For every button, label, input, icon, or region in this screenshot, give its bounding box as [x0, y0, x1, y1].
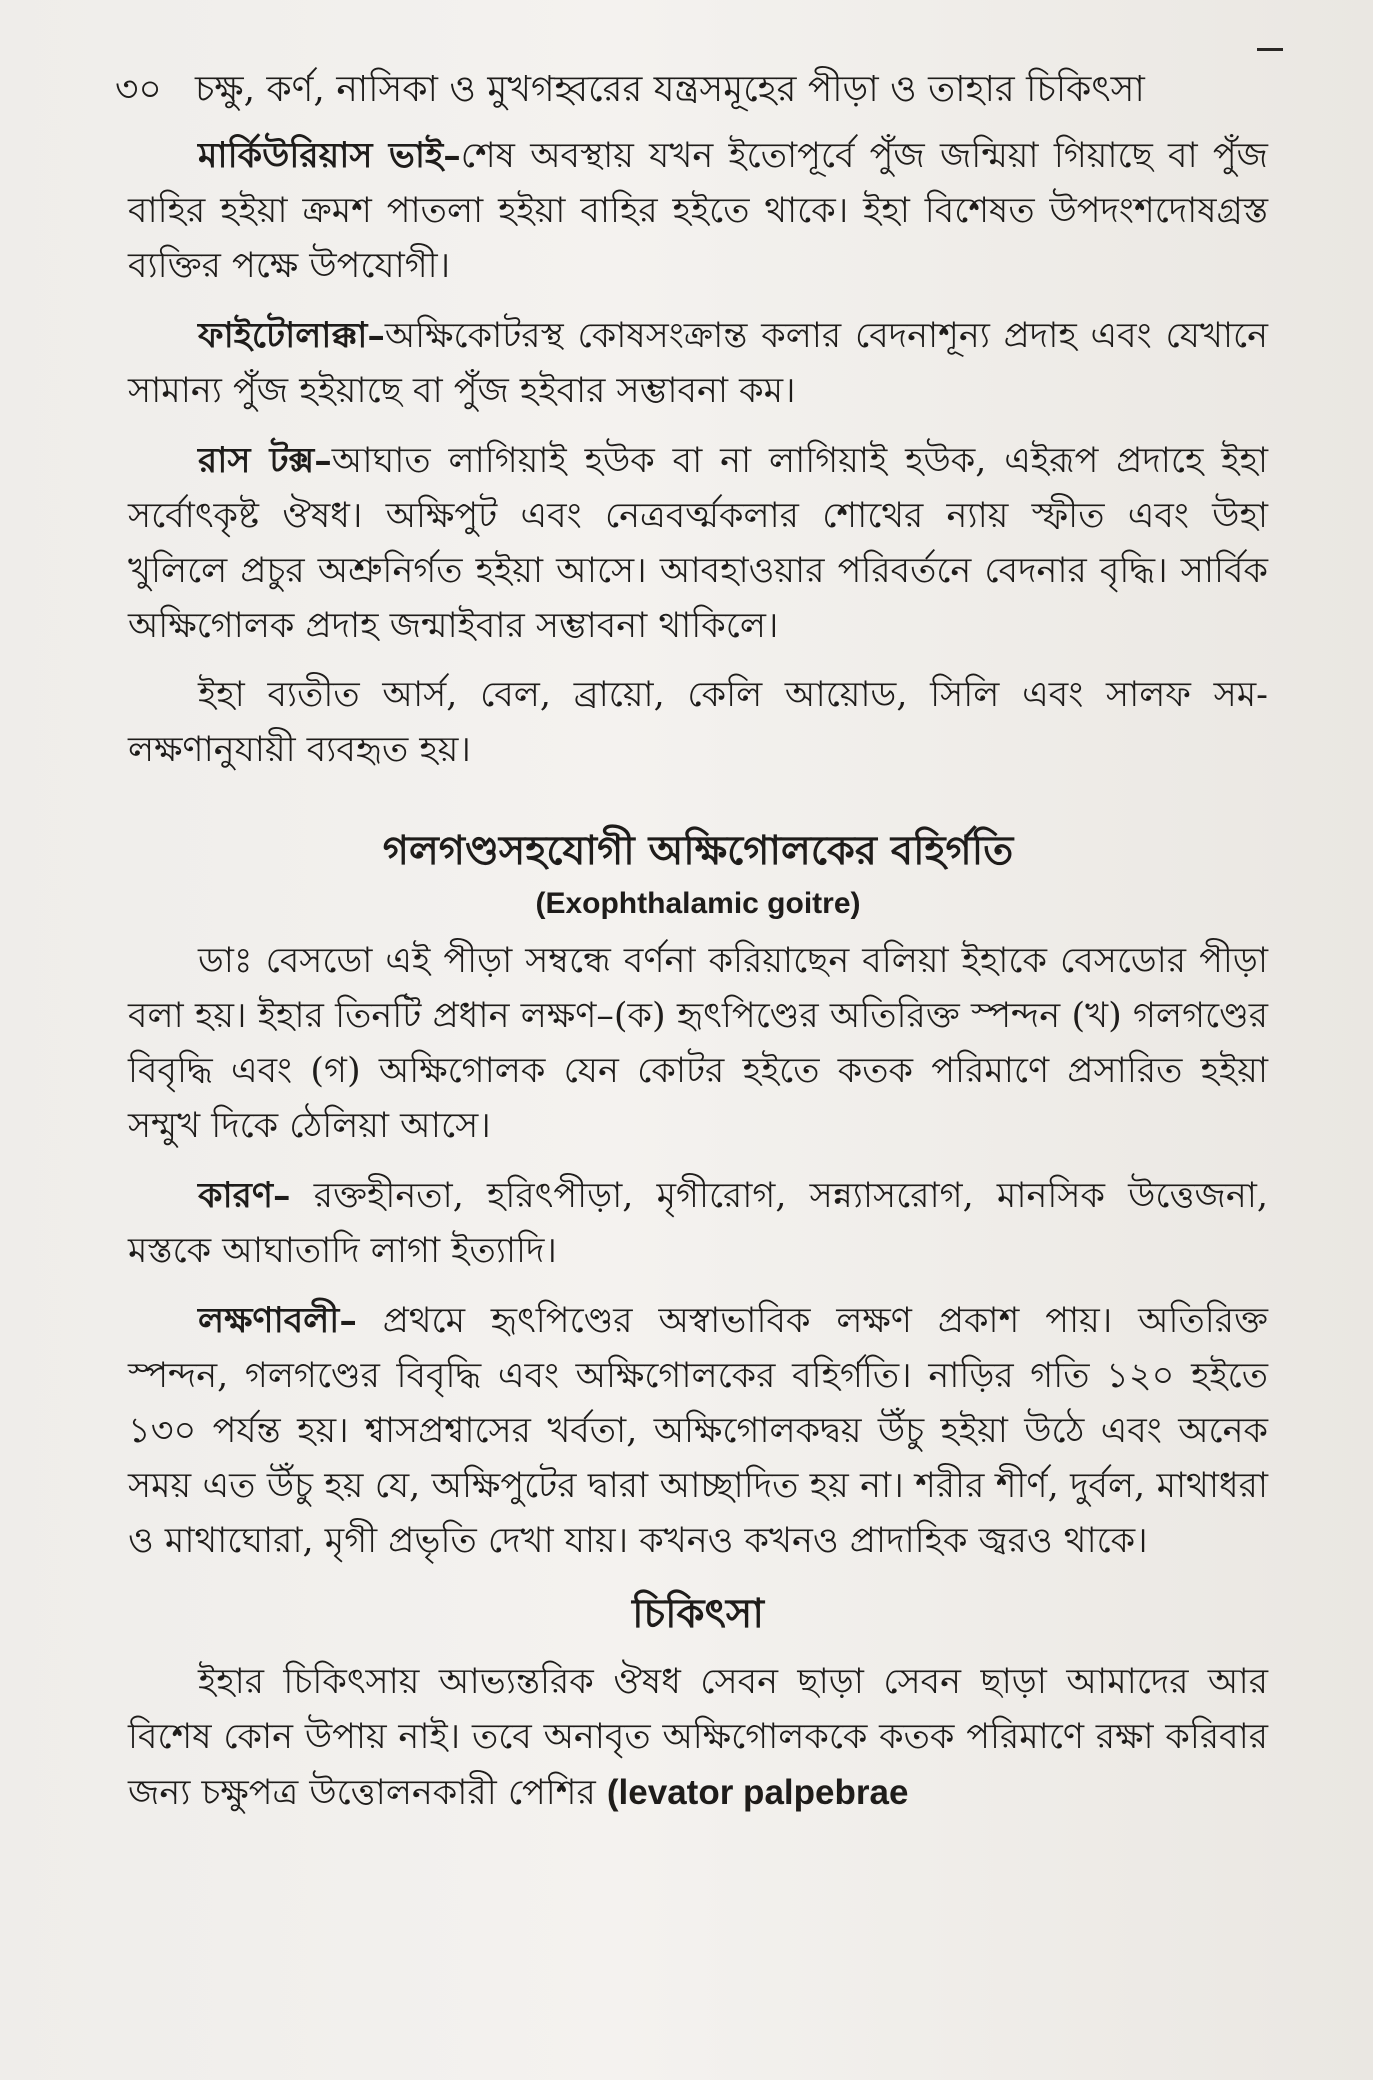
section-intro: ডাঃ বেসডো এই পীড়া সম্বন্ধে বর্ণনা করিয়াছেন বলিয়া ইহাকে বেসডোর পীড়া বলা হয়। ইহার তিনটি প্রধান লক্ষণ–(ক) হৃৎপিণ্ডের অতিরিক্ত স্পন্দন (খ) গলগণ্ডের বিবৃদ্ধি এবং (গ) অক্ষিগোলক যেন কোটর হইতে কতক পরিমাণে প্রসারিত হইয়া সম্মুখ দিকে ঠেলিয়া আসে। [128, 941, 1268, 1146]
remedy-paragraph [128, 433, 1268, 654]
cause-label: কারণ– [198, 1175, 291, 1216]
corner-mark [1257, 48, 1283, 51]
remedy-name: ফাইটোলাক্কা– [198, 315, 385, 356]
remedy-paragraph [128, 308, 1268, 419]
remedy-text: অক্ষিকোটরস্থ কোষসংক্রান্ত কলার বেদনাশূন্য প্রদাহ এবং যেখানে সামান্য পুঁজ হইয়াছে বা পুঁজ হইবার সম্ভাবনা কম। [128, 316, 1268, 411]
remedy-name: মার্কিউরিয়াস ভাই– [198, 135, 461, 176]
latin-term: (levator palpebrae [606, 1773, 909, 1812]
remedy-text: আঘাত লাগিয়াই হউক বা না লাগিয়াই হউক, এইরূপ প্রদাহে ইহা সর্বোৎকৃষ্ট ঔষধ। অক্ষিপুট এবং নেত্রবর্ত্মকলার শোথের ন্যায় স্ফীত এবং উহা খুলিলে প্রচুর অশ্রুনির্গত হইয়া আসে। আবহাওয়ার পরিবর্তনে বেদনার বৃদ্ধি। সার্বিক অক্ষিগোলক প্রদাহ জন্মাইবার সম্ভাবনা থাকিলে। [128, 441, 1268, 646]
remedy-name: রাস টক্স– [198, 440, 332, 481]
symptoms-text: প্রথমে হৃৎপিণ্ডের অস্বাভাবিক লক্ষণ প্রকাশ পায়। অতিরিক্ত স্পন্দন, গলগণ্ডের বিবৃদ্ধি এবং অক্ষিগোলকের বহির্গতি। নাড়ির গতি ১২০ হইতে ১৩০ পর্যন্ত হয়। শ্বাসপ্রশ্বাসের খর্বতা, অক্ষিগোলকদ্বয় উঁচু হইয়া উঠে এবং অনেক সময় এত উঁচু হয় যে, অক্ষিপুটের দ্বারা আচ্ছাদিত হয় না। শরীর শীর্ণ, দুর্বল, মাথাধরা ও মাথাঘোরা, মৃগী প্রভৃতি দেখা যায়। কখনও কখনও প্রাদাহিক জ্বরও থাকে। [128, 1301, 1268, 1561]
other-remedies-note: ইহা ব্যতীত আর্স, বেল, ব্রায়ো, কেলি আয়োড, সিলি এবং সালফ সম-লক্ষণানুযায়ী ব্যবহৃত হয়। [128, 675, 1268, 770]
symptoms-label: লক্ষণাবলী– [198, 1300, 357, 1341]
treatment-text: ইহার চিকিৎসায় আভ্যন্তরিক ঔষধ সেবন ছাড়া সেবন ছাড়া আমাদের আর বিশেষ কোন উপায় নাই। তবে অনাবৃত অক্ষিগোলককে কতক পরিমাণে রক্ষা করিবার জন্য চক্ষুপত্র উত্তোলনকারী পেশির [128, 1662, 1268, 1813]
page-header [115, 62, 1275, 122]
treatment-title: চিকিৎসা [632, 1590, 764, 1637]
page-body [128, 128, 1268, 1835]
treatment-paragraph [128, 1655, 1268, 1821]
cause-paragraph [128, 1168, 1268, 1279]
section-title: গলগণ্ডসহযোগী অক্ষিগোলকের বহির্গতি [382, 827, 1014, 874]
symptoms-paragraph [128, 1293, 1268, 1569]
running-title: চক্ষু, কর্ণ, নাসিকা ও মুখগহ্বরের যন্ত্রসমূহের পীড়া ও তাহার চিকিৎসা [195, 69, 1145, 110]
page-number: ৩০ [115, 69, 162, 110]
remedy-paragraph [128, 128, 1268, 294]
section-subtitle: (Exophthalamic goitre) [535, 887, 861, 920]
remedy-text: শেষ অবস্থায় যখন ইতোপূর্বে পুঁজ জন্মিয়া গিয়াছে বা পুঁজ বাহির হইয়া ক্রমশ পাতলা হইয়া বাহির হইতে থাকে। ইহা বিশেষত উপদংশদোষগ্রস্ত ব্যক্তির পক্ষে উপযোগী। [128, 136, 1268, 286]
cause-text: রক্তহীনতা, হরিৎপীড়া, মৃগীরোগ, সন্ন্যাসরোগ, মানসিক উত্তেজনা, মস্তকে আঘাতাদি লাগা ইত্যাদি। [128, 1176, 1268, 1271]
